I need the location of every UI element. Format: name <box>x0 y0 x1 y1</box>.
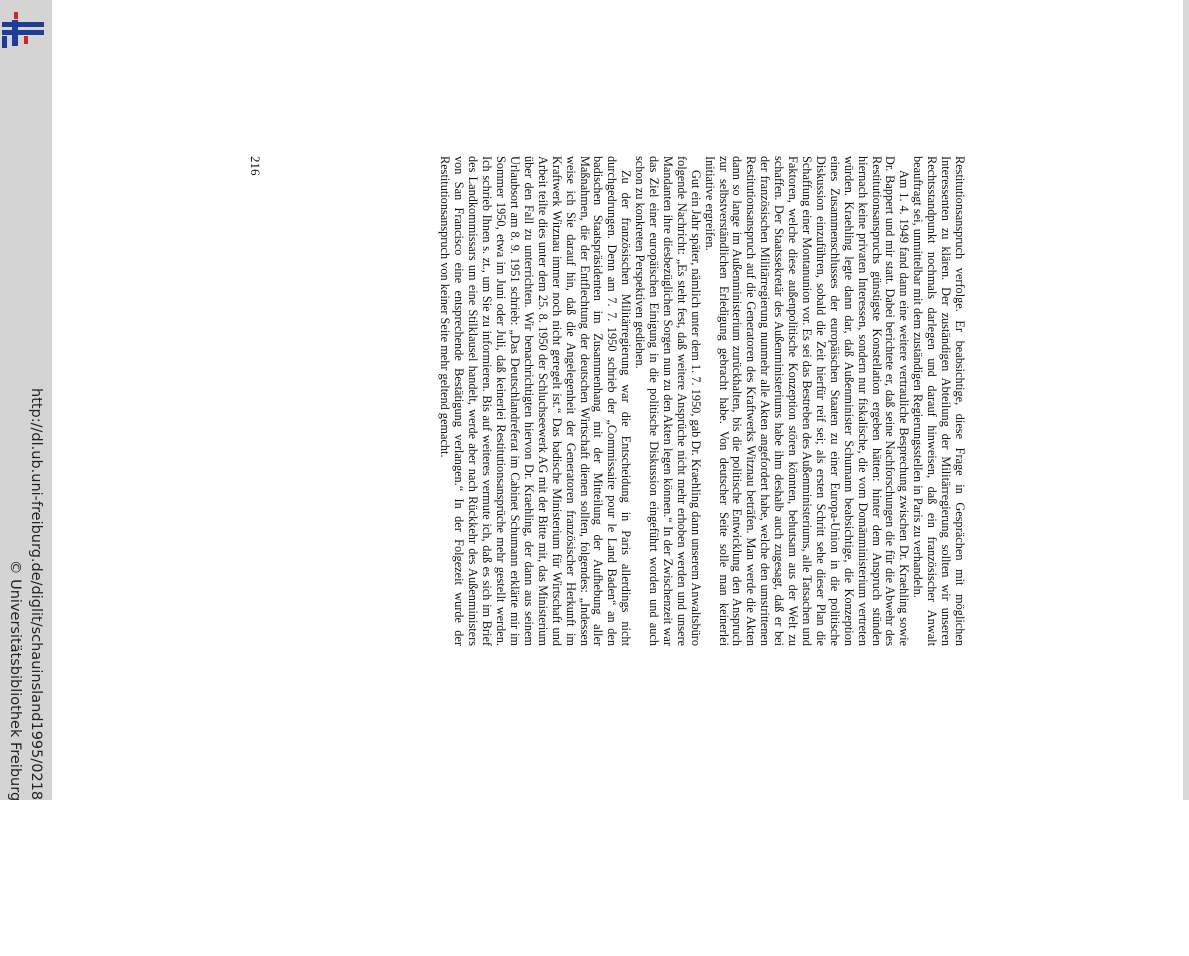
paragraph-2: Am 1. 4. 1949 fand dann eine weitere vertrauliche Besprechung zwischen Dr. Kraehling sowie Dr. Bappert und mir statt. Dabei berichtete er, daß seine Nachforschungen die für die Abwehr des Restitutionsanspruchs günstigste Konstellation ergeben hätten: hinter dem Anspruch stünden hiernach keine privaten Interessen, sondern nur fiskalische, die vom Domänministerium vertreten würden. Kraehling legte dann dar, daß Außenminister Schumann beabsichtige, die Konzeption eines Zusammenschlusses der europäischen Staaten zu einer Europa-Union in die politische Diskussion einzuführen, sobald die Zeit hierfür reif sei; als ersten Schritt sehe dieser Plan die Schaffung einer Montanunion vor. Es sei das Bestreben des Außenministeriums, alle Tatsachen und Faktoren, welche diese außenpolitische Konzeption stören könnten, behutsam aus der Welt zu schaffen. Der Staatssekretär des Außenministeriums habe ihm deshalb auch zugesagt, daß er bei der französischen Militärregierung nunmehr alle Akten angefordert habe, welche den umstrittenen Restitutionsanspruch auf die Generatoren des Kraftwerks Witznau beträfen. Man werde die Akten dann so lange im Außenministerium zurückhalten, bis die politische Entwicklung den Anspruch zur selbstverständlichen Erledigung gebracht habe. Von deutscher Seite solle man keinerlei Initiative ergreifen. <box>702 156 912 646</box>
scrollbar-track[interactable] <box>1183 0 1189 800</box>
page-number: 216 <box>248 156 263 176</box>
copyright-notice: © Universitätsbibliothek Freiburg <box>7 560 23 802</box>
source-url[interactable]: http://dl.ub.uni-freiburg.de/diglit/schauinsland1995/0218 <box>28 388 44 801</box>
paragraph-4: Zu der französischen Militärregierung war die Entscheidung in Paris allerdings nicht durchgedrungen. Denn am 7. 7. 1950 schrieb der „Commissaire pour le Land Baden“ an den badischen Staatspräsidenten im Zusammenhang mit der Mitteilung der Aufhebung aller Maßnahmen, die der Entflechtung der deutschen Wirtschaft dienen sollten, folgendes: „Indessen weise ich Sie darauf hin, daß die Angelegenheit der Generatoren französischer Herkunft im Kraftwerk Witznau immer noch nicht geregelt ist.“ Das badische Ministerium für Wirtschaft und Arbeit teilte dies unter dem 25. 8. 1950 der Schluchseewerk AG mit der Bitte mit, das Ministerium über den Fall zu unterrichten. Wir benachrichtigten hiervon Dr. Kraehling, der dann aus seinem Urlaubsort am 8. 9. 1951 schrieb: „Das Deutschlandreferat im Cabinet Schumann erklärte mir im Sommer 1950, etwa im Juni oder Juli, daß keinerlei Restitutionsansprüche mehr gestellt werden. Ich schrieb Ihnen s. zt., um Sie zu informieren. Bis auf weiteres vermute ich, daß es sich im Brief des Landkommissars um eine Stilklausel handelt, werde aber nach Rückkehr des Außenministers von San Francisco eine entsprechende Bestätigung verlangen.“ In der Folgezeit wurde der Restitutionsanspruch von keiner Seite mehr geltend gemacht. <box>438 156 634 646</box>
scanned-page <box>0 156 966 956</box>
paragraph-3: Gut ein Jahr später, nämlich unter dem 1. 7. 1950, gab Dr. Kraehling dann unserem Anwaltsbüro folgende Nachricht: „Es steht fest, daß weitere Ansprüche nicht mehr erhoben werden und unsere Mandanten ihre diesbezüglichen Sorgen nun zu den Akten legen können.“ In der Zwischenzeit war das Ziel einer europäischen Einigung in die politische Diskussion eingeführt worden und auch schon zu konkreten Perspektiven gediehen. <box>633 156 703 646</box>
page-text <box>438 156 966 646</box>
paragraph-1: Restitutionsanspruch verfolge. Er beabsichtige, diese Frage in Gesprächen mit möglichen Interessenten zu klären. Der zuständigen Abteilung der Militärregierung sollten wir unseren Rechtsstandpunkt nochmals darlegen und darauf hinweisen, daß ein französischer Anwalt beauftragt sei, unmittelbar mit dem zuständigen Regierungsstellen in Paris zu verhandeln. <box>911 156 967 646</box>
